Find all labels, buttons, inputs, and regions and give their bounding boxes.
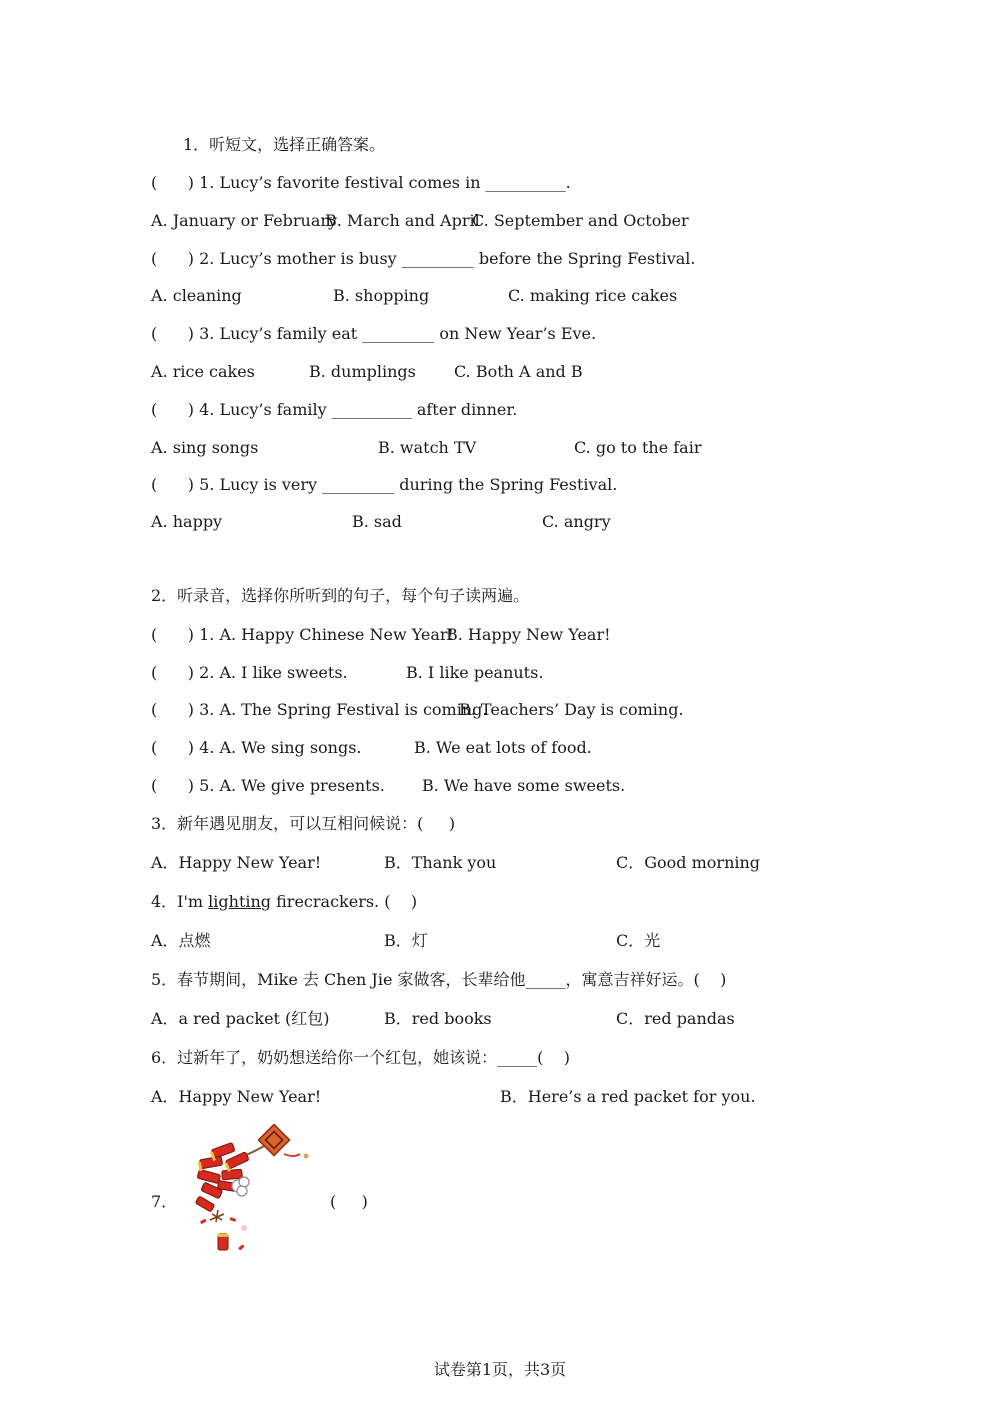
- q2-item-4-option-b[interactable]: B. We eat lots of food.: [414, 738, 592, 757]
- q6-option-b[interactable]: B．Here’s a red packet for you.: [500, 1087, 756, 1106]
- q4-stem-pre: 4．I'm: [151, 892, 209, 911]
- q1-item-4-option-a[interactable]: A. sing songs: [151, 438, 259, 457]
- q1-item-3-option-c[interactable]: C. Both A and B: [454, 362, 583, 381]
- q4-option-b[interactable]: B．灯: [384, 931, 428, 950]
- q7-answer-paren[interactable]: ( ): [330, 1192, 368, 1211]
- q1-item-2-option-c[interactable]: C. making rice cakes: [508, 286, 678, 305]
- q3-option-a[interactable]: A．Happy New Year!: [151, 853, 322, 872]
- q6-option-a[interactable]: A．Happy New Year!: [151, 1087, 322, 1106]
- q1-item-1-stem: ( ) 1. Lucy’s favorite festival comes in __________.: [151, 173, 571, 192]
- q5-option-b[interactable]: B．red books: [384, 1009, 492, 1028]
- q1-item-5-option-b[interactable]: B. sad: [352, 512, 402, 531]
- q3-stem: 3．新年遇见朋友，可以互相问候说：( ): [151, 814, 456, 833]
- q4-underlined-word: lighting: [208, 892, 272, 911]
- page-footer: 试卷第1页，共3页: [433, 1360, 567, 1379]
- firecrackers-icon: [190, 1124, 315, 1259]
- q1-title: 1．听短文，选择正确答案。: [183, 135, 386, 154]
- q1-item-2-stem: ( ) 2. Lucy’s mother is busy _________ before the Spring Festival.: [151, 249, 696, 268]
- q2-title: 2．听录音，选择你所听到的句子，每个句子读两遍。: [151, 586, 530, 605]
- q1-item-1-option-a[interactable]: A. January or February: [151, 211, 338, 230]
- q2-item-2-option-a[interactable]: ( ) 2. A. I like sweets.: [151, 663, 348, 682]
- q3-option-b[interactable]: B．Thank you: [384, 853, 497, 872]
- q4-stem: [151, 892, 417, 912]
- q4-option-a[interactable]: A．点燃: [151, 931, 211, 950]
- q1-item-3-option-a[interactable]: A. rice cakes: [151, 362, 255, 381]
- q7-number: 7．: [151, 1192, 178, 1211]
- q6-stem: 6．过新年了，奶奶想送给你一个红包，她该说：_____( ): [151, 1048, 571, 1067]
- q1-item-5-option-a[interactable]: A. happy: [151, 512, 223, 531]
- q1-item-3-option-b[interactable]: B. dumplings: [309, 362, 416, 381]
- q1-item-2-option-a[interactable]: A. cleaning: [151, 286, 242, 305]
- q1-item-2-option-b[interactable]: B. shopping: [333, 286, 430, 305]
- q2-item-2-option-b[interactable]: B. I like peanuts.: [406, 663, 544, 682]
- q2-item-5-option-a[interactable]: ( ) 5. A. We give presents.: [151, 776, 385, 795]
- q2-item-1-option-a[interactable]: ( ) 1. A. Happy Chinese New Year!: [151, 625, 454, 644]
- q5-option-a[interactable]: A．a red packet (红包): [151, 1009, 330, 1028]
- q2-item-5-option-b[interactable]: B. We have some sweets.: [422, 776, 626, 795]
- q1-item-4-option-c[interactable]: C. go to the fair: [574, 438, 702, 457]
- q1-item-5-stem: ( ) 5. Lucy is very _________ during the Spring Festival.: [151, 475, 618, 494]
- q2-item-3-option-a[interactable]: ( ) 3. A. The Spring Festival is coming.: [151, 700, 488, 719]
- q1-item-4-stem: ( ) 4. Lucy’s family __________ after dinner.: [151, 400, 518, 419]
- q5-stem: 5．春节期间，Mike 去 Chen Jie 家做客，长辈给他_____，寓意吉祥好运。( ): [151, 970, 727, 989]
- q1-item-4-option-b[interactable]: B. watch TV: [378, 438, 477, 457]
- q1-item-1-option-b[interactable]: B. March and April: [325, 211, 480, 230]
- q4-option-c[interactable]: C．光: [616, 931, 661, 950]
- q2-item-3-option-b[interactable]: B. Teachers’ Day is coming.: [459, 700, 684, 719]
- q1-item-5-option-c[interactable]: C. angry: [542, 512, 611, 531]
- q2-item-1-option-b[interactable]: B. Happy New Year!: [446, 625, 611, 644]
- q3-option-c[interactable]: C．Good morning: [616, 853, 761, 872]
- q1-item-3-stem: ( ) 3. Lucy’s family eat _________ on New Year’s Eve.: [151, 324, 597, 343]
- q2-item-4-option-a[interactable]: ( ) 4. A. We sing songs.: [151, 738, 362, 757]
- q1-item-1-option-c[interactable]: C. September and October: [472, 211, 689, 230]
- q4-stem-post: firecrackers. ( ): [271, 892, 418, 911]
- q5-option-c[interactable]: C．red pandas: [616, 1009, 735, 1028]
